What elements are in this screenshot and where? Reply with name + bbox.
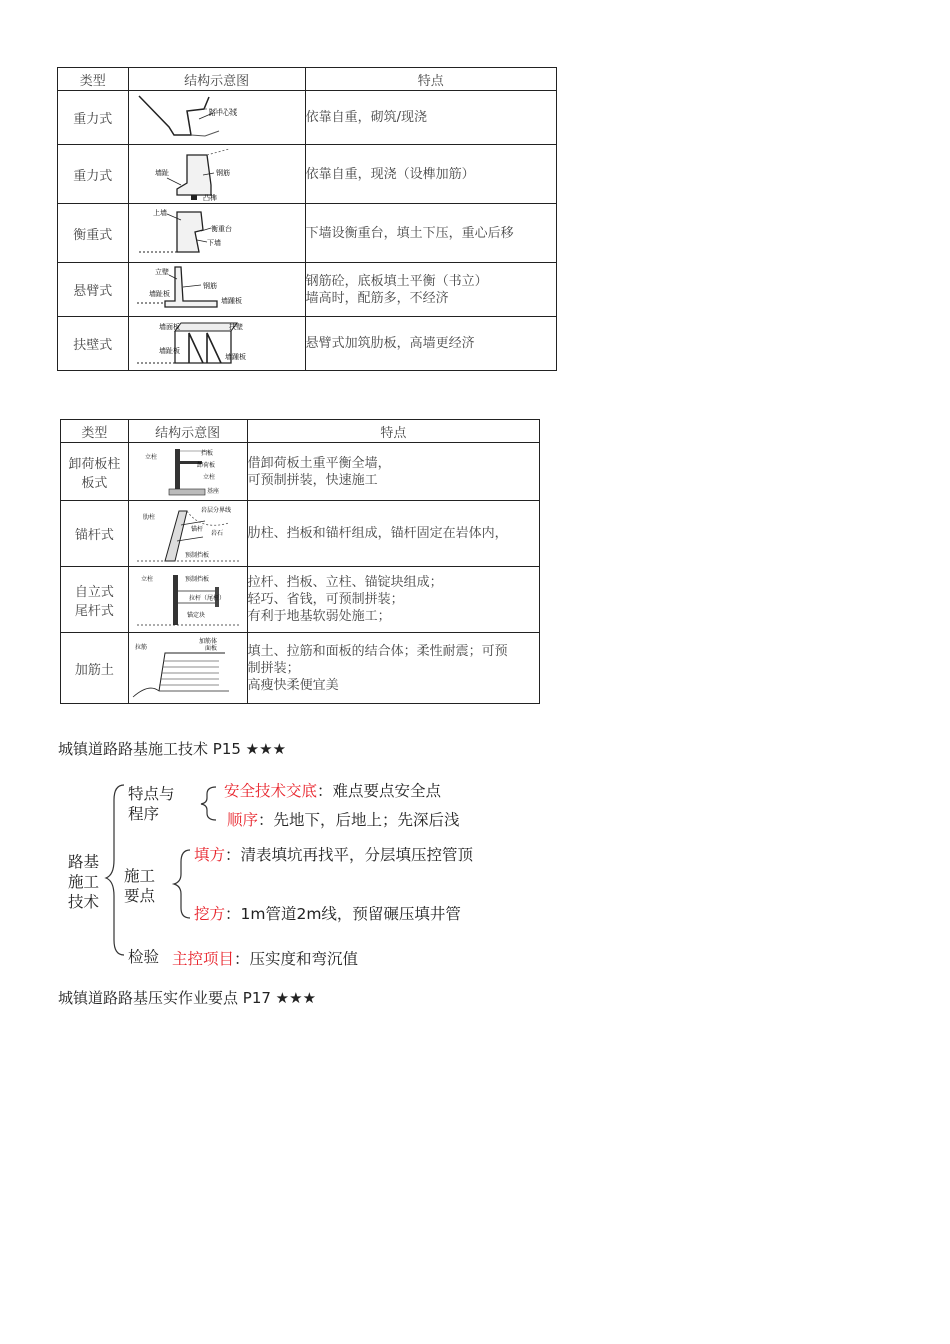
type-text: 锚杆式 (74, 528, 114, 543)
header-diagram: 结构示意图 (128, 420, 247, 443)
header-type: 类型 (61, 420, 129, 443)
branch-label: 程序 (128, 805, 160, 823)
diagram-label: 岩石 (210, 530, 223, 537)
diagram-label: 拉杆（尾杆） (188, 595, 225, 602)
type-text: 板式 (81, 475, 108, 491)
branch-label: 施工 (124, 867, 156, 885)
type-cell: 重力式 (58, 145, 129, 204)
type-cell: 悬臂式 (58, 263, 129, 317)
header-diagram: 结构示意图 (128, 68, 305, 91)
type-text: 加筋土 (74, 662, 114, 678)
diagram-label: 扶壁 (228, 323, 243, 331)
diagram-label: 锚定块 (186, 612, 205, 619)
diagram-label: 墙踵板 (220, 297, 242, 305)
leaf-key: 填方 (194, 846, 226, 864)
branch-label: 检验 (128, 948, 160, 966)
feature-text: 轻巧、省钱，可预制拼装； (247, 592, 404, 607)
header-type: 类型 (58, 68, 129, 91)
leaf-key: 主控项目 (172, 950, 235, 968)
feature-text: 肋柱、挡板和锚杆组成，锚杆固定在岩体内， (247, 526, 508, 541)
diagram-label: 墙面板 (158, 323, 180, 331)
diagram-label: 墙踵板 (224, 353, 246, 361)
diagram-label: 路中心线 (208, 109, 237, 117)
feature-text: 墙高时，配筋多，不经济 (305, 290, 449, 306)
leaf-key: 挖方 (194, 905, 226, 923)
diagram-label: 墙趾板 (158, 347, 180, 355)
feature-text: 可预制拼装，快速施工 (247, 472, 378, 488)
diagram-label: 卸荷板 (196, 462, 215, 469)
diagram-label: 凸榫 (202, 194, 217, 202)
type-cell: 衡重式 (58, 204, 129, 263)
header-features: 特点 (247, 420, 539, 443)
type-text: 尾杆式 (74, 603, 114, 619)
root-text: 技术 (68, 893, 100, 911)
branch-label: 要点 (124, 887, 156, 905)
mindmap-root (68, 852, 99, 912)
feature-text: 高瘦快柔便宜美 (247, 677, 339, 693)
leaf-key: 顺序 (227, 811, 259, 829)
diagram-label: 基座 (206, 488, 219, 495)
leaf-text: ：难点要点安全点 (317, 782, 442, 800)
feature-text: 下墙设衡重台，填土下压，重心后移 (305, 225, 514, 241)
leaf-cut (194, 902, 461, 924)
feature-text: 依靠自重，砌筑/现浇 (305, 110, 427, 125)
diagram-label: 肋柱 (142, 514, 155, 521)
branch-label: 特点与 (128, 785, 175, 803)
diagram-label: 立柱 (144, 454, 157, 461)
leaf-safety-briefing (224, 779, 441, 801)
feature-text: 借卸荷板土重平衡全墙， (247, 455, 391, 471)
diagram-label: 拉筋 (134, 644, 147, 651)
diagram-label: 挡板 (200, 450, 213, 457)
feature-text: 拉杆、挡板、立柱、锚锭块组成； (247, 575, 443, 590)
type-cell: 扶壁式 (58, 317, 129, 371)
diagram-label: 立柱 (140, 576, 153, 583)
diagram-label: 墙趾 (154, 169, 169, 177)
diagram-label: 钢筋 (215, 169, 230, 177)
feature-text: 钢筋砼，底板填土平衡（书立） (305, 273, 488, 289)
leaf-sequence (227, 808, 460, 830)
branch-characteristics (128, 784, 175, 824)
diagram-label: 岩层分界线 (200, 507, 231, 514)
leaf-text: ：清表填坑再找平，分层填压控管顶 (225, 846, 474, 864)
type-cell: 重力式 (58, 91, 129, 145)
feature-text: 制拼装； (247, 660, 300, 676)
diagram-label: 锚杆 (190, 526, 203, 533)
feature-text: 依靠自重，现浇（设榫加筋） (305, 166, 475, 182)
diagram-label: 上墙 (152, 209, 167, 217)
diagram-label: 面板 (204, 645, 217, 652)
diagram-label: 衡重台 (210, 225, 232, 233)
branch-inspection (128, 945, 159, 967)
diagram-label: 立壁 (154, 268, 169, 276)
leaf-text: ：先地下，后地上；先深后浅 (258, 811, 460, 829)
diagram-label: 立柱 (202, 474, 215, 481)
diagram-label: 下墙 (206, 239, 221, 247)
diagram-label: 加筋体 (198, 638, 217, 645)
header-features: 特点 (305, 68, 556, 91)
leaf-fill (194, 843, 473, 865)
diagram-label: 预制挡板 (184, 552, 209, 559)
leaf-main-control (172, 947, 358, 969)
leaf-key: 安全技术交底 (224, 782, 318, 800)
leaf-text: ：1m管道2m线，预留碾压填井管 (225, 905, 461, 923)
diagram-label: 钢筋 (202, 282, 217, 290)
section-heading-compaction: 城镇道路路基压实作业要点 P17 ★★★ (58, 989, 317, 1007)
leaf-text: ：压实度和弯沉值 (234, 950, 359, 968)
type-text: 自立式 (74, 584, 114, 600)
root-text: 施工 (68, 873, 100, 891)
branch-key-points (124, 866, 155, 906)
diagram-label: 预制挡板 (184, 576, 209, 583)
feature-text: 有利于地基软弱处施工； (247, 609, 391, 624)
type-text: 卸荷板柱 (68, 456, 121, 472)
feature-text: 填土、拉筋和面板的结合体；柔性耐震；可预 (247, 643, 508, 659)
section-heading-subgrade-construction: 城镇道路路基施工技术 P15 ★★★ (58, 740, 287, 758)
root-text: 路基 (68, 853, 100, 871)
diagram-label: 墙趾板 (148, 290, 170, 298)
feature-text: 悬臂式加筑肋板，高墙更经济 (305, 336, 475, 351)
